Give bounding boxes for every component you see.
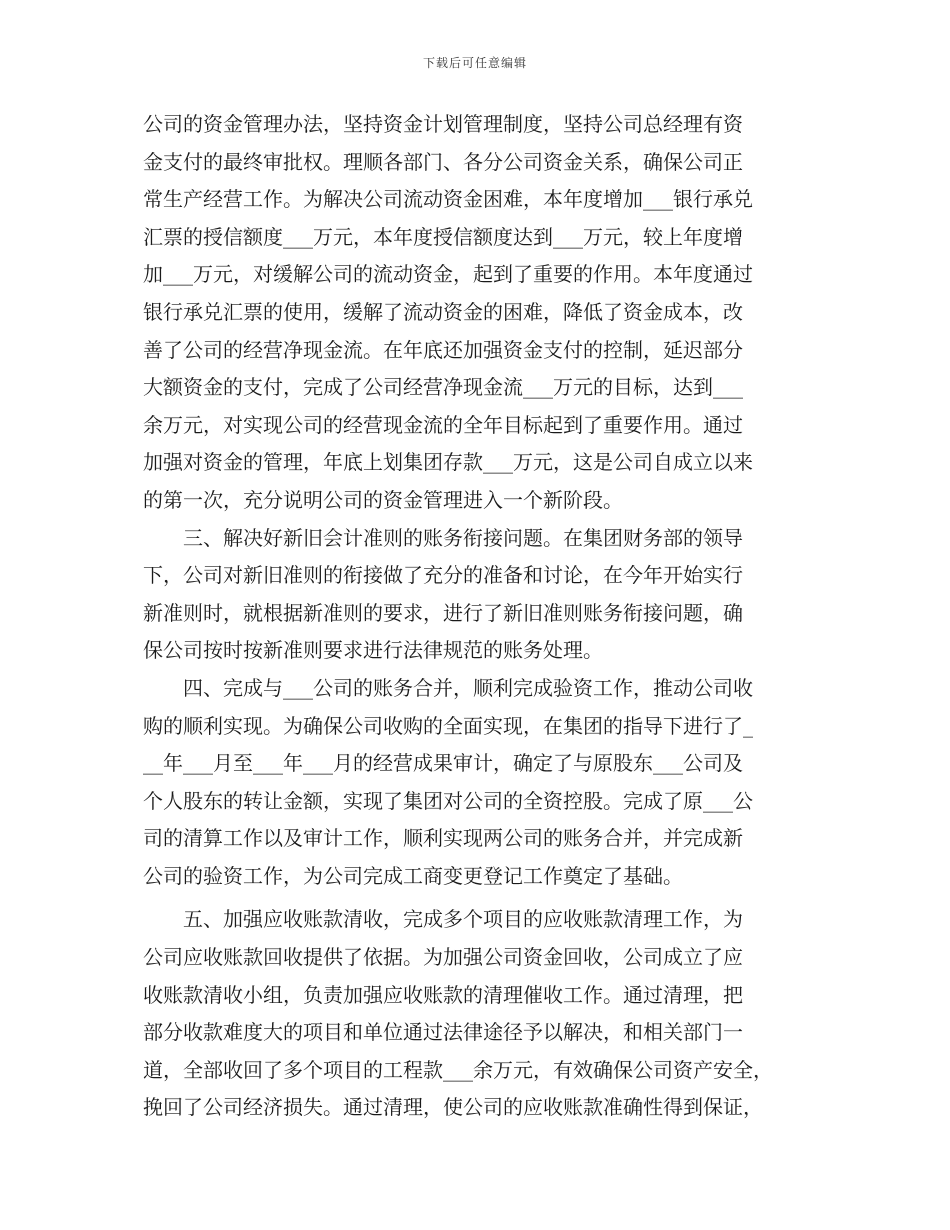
text-line: 加强对资金的管理，年底上划集团存款___万元，这是公司自成立以来 xyxy=(143,450,753,475)
paragraph-account-merger xyxy=(143,670,811,896)
text-line: 五、加强应收账款清收，完成多个项目的应收账款清理工作，为 xyxy=(143,907,743,932)
paragraph-accounting-standards xyxy=(143,520,811,670)
text-line: 购的顺利实现。为确保公司收购的全面实现，在集团的指导下进行了_ xyxy=(143,713,753,738)
text-line: 部分收款难度大的项目和单位通过法律途径予以解决，和相关部门一 xyxy=(143,1020,743,1045)
text-line: 收账款清收小组，负责加强应收账款的清理催收工作。通过清理，把 xyxy=(143,982,743,1007)
text-line: 道，全部收回了多个项目的工程款___余万元，有效确保公司资产安全， xyxy=(143,1057,773,1082)
text-line: 大额资金的支付，完成了公司经营净现金流___万元的目标，达到___ xyxy=(143,375,743,400)
text-line: 余万元，对实现公司的经营现金流的全年目标起到了重要作用。通过 xyxy=(143,412,743,437)
text-line: 公司的资金管理办法，坚持资金计划管理制度，坚持公司总经理有资 xyxy=(143,112,743,136)
document-body xyxy=(143,106,811,1127)
paragraph-funds-management xyxy=(143,106,811,520)
text-line: 保公司按时按新准则要求进行法律规范的账务处理。 xyxy=(143,638,603,663)
text-line: 下，公司对新旧准则的衔接做了充分的准备和讨论，在今年开始实行 xyxy=(143,563,743,588)
text-line: 个人股东的转让金额，实现了集团对公司的全资控股。完成了原___公 xyxy=(143,788,753,813)
text-line: 金支付的最终审批权。理顺各部门、各分公司资金关系，确保公司正 xyxy=(143,149,743,174)
text-line: 司的清算工作以及审计工作，顺利实现两公司的账务合并，并完成新 xyxy=(143,826,743,851)
text-line: 加___万元，对缓解公司的流动资金，起到了重要的作用。本年度通过 xyxy=(143,262,753,287)
text-line: 善了公司的经营净现金流。在年底还加强资金支付的控制，延迟部分 xyxy=(143,337,743,362)
text-line: 挽回了公司经济损失。通过清理，使公司的应收账款准确性得到保证， xyxy=(143,1095,763,1120)
text-line: 常生产经营工作。为解决公司流动资金困难，本年度增加___银行承兑 xyxy=(143,187,753,212)
text-line: 新准则时，就根据新准则的要求，进行了新旧准则账务衔接问题，确 xyxy=(143,600,743,625)
text-line: 三、解决好新旧会计准则的账务衔接问题。在集团财务部的领导 xyxy=(143,525,743,550)
text-line: 的第一次，充分说明公司的资金管理进入一个新阶段。 xyxy=(143,487,623,512)
text-line: 汇票的授信额度___万元，本年度授信额度达到___万元，较上年度增 xyxy=(143,224,743,249)
paragraph-receivables xyxy=(143,901,811,1127)
text-line: 银行承兑汇票的使用，缓解了流动资金的困难，降低了资金成本，改 xyxy=(143,299,743,324)
text-line: 公司应收账款回收提供了依据。为加强公司资金回收，公司成立了应 xyxy=(143,945,743,970)
text-line: 四、完成与___公司的账务合并，顺利完成验资工作，推动公司收 xyxy=(143,675,753,700)
text-line: 公司的验资工作，为公司完成工商变更登记工作奠定了基础。 xyxy=(143,863,683,888)
page-header: 下载后可任意编辑 xyxy=(422,56,527,70)
text-line: __年___月至___年___月的经营成果审计，确定了与原股东___公司及 xyxy=(143,751,743,776)
